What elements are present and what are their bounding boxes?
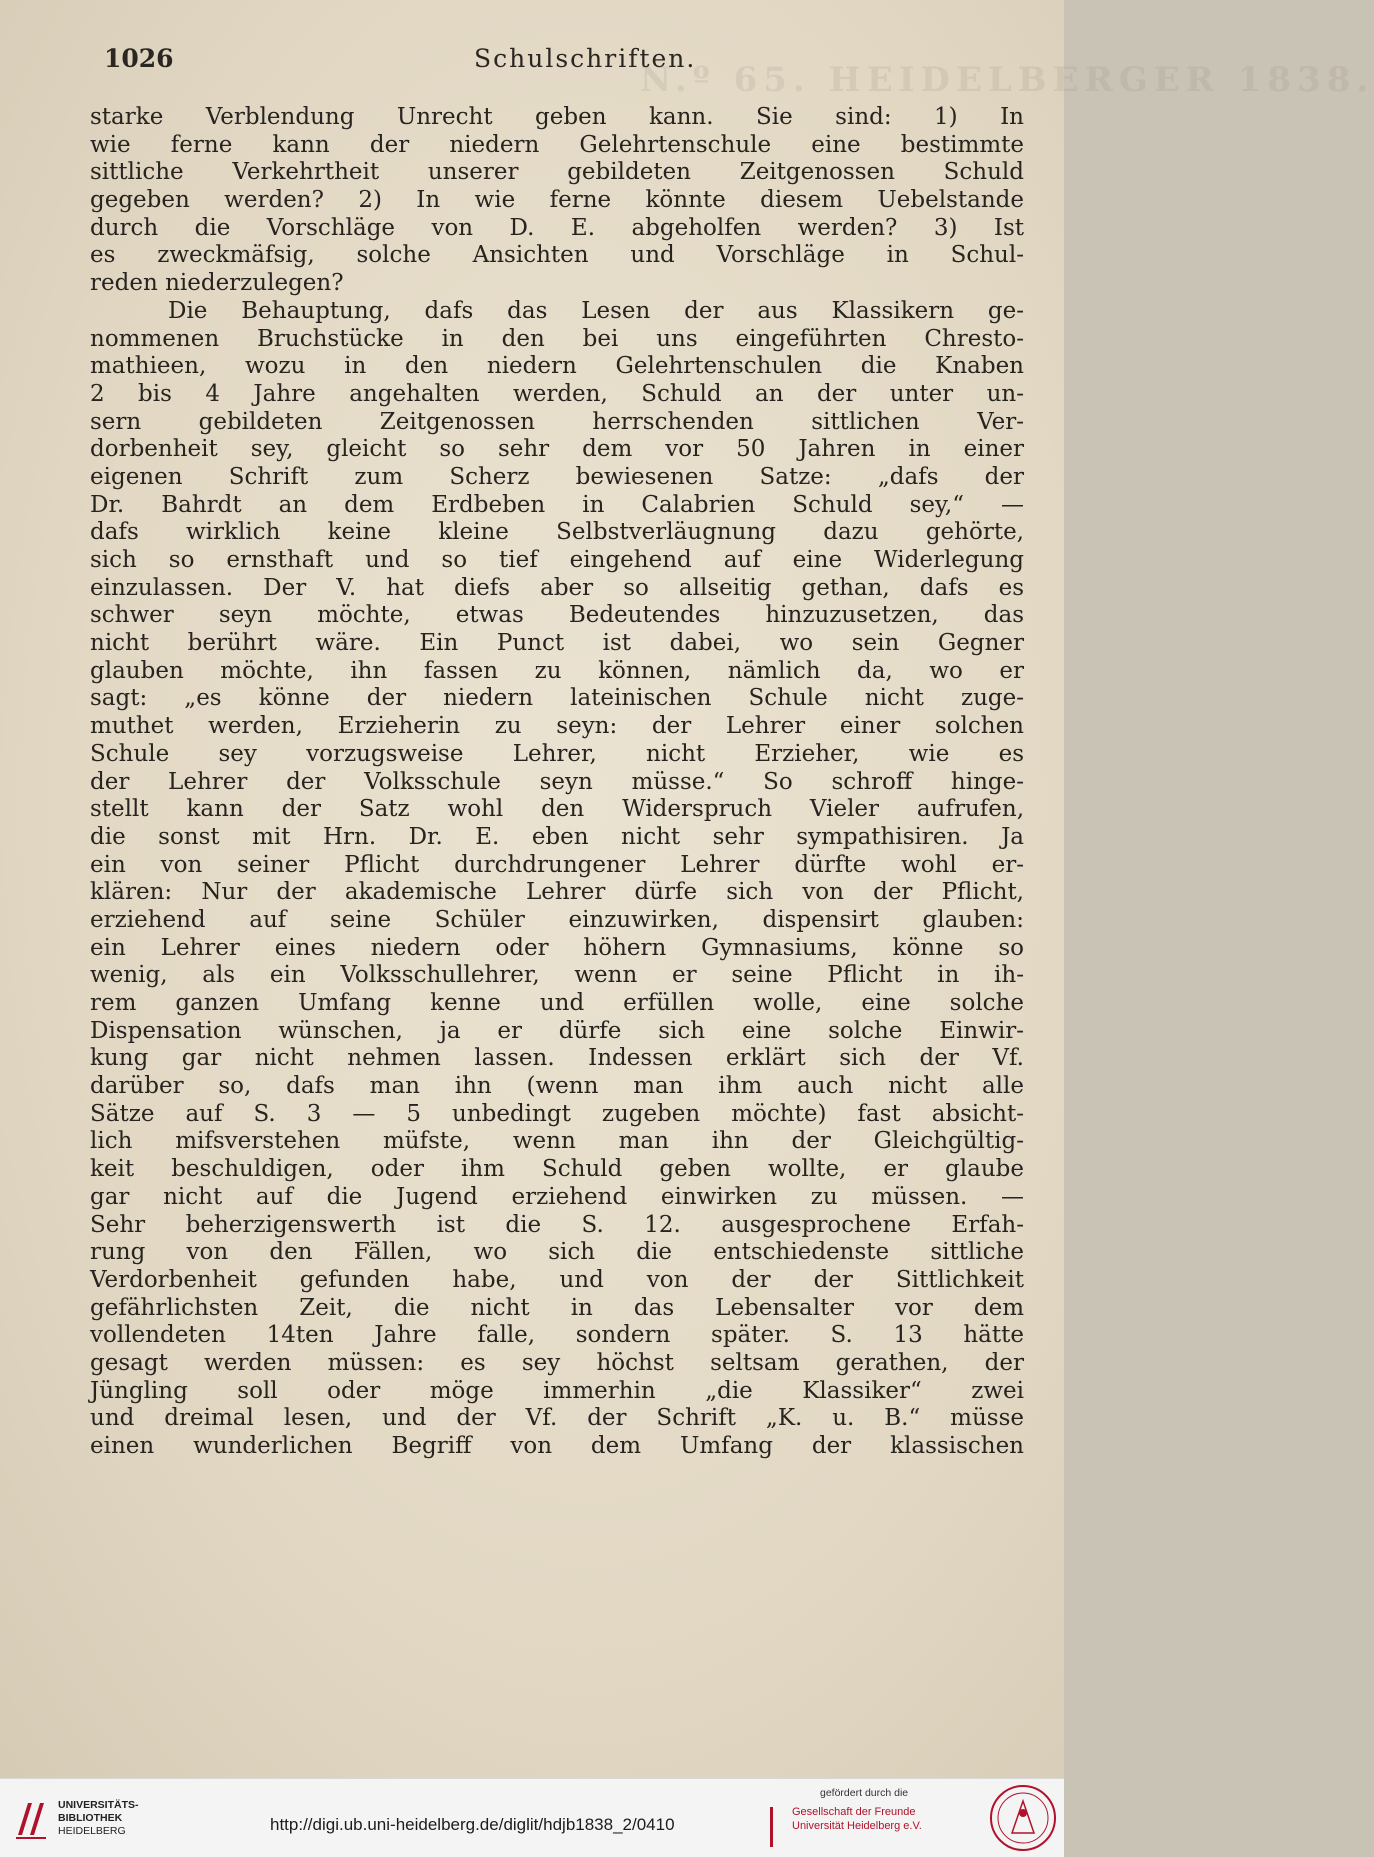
text-line: durch die Vorschläge von D. E. abgeholfen werden? 3) Ist (90, 214, 1024, 241)
text-line: reden niederzulegen? (90, 270, 344, 297)
university-seal-icon (988, 1783, 1058, 1853)
text-line: lich mifsverstehen müfste, wenn man ihn der Gleichgültig- (90, 1128, 1024, 1155)
text-line: vollendeten 14ten Jahre falle, sondern später. S. 13 hätte (90, 1322, 1024, 1349)
text-line: keit beschuldigen, oder ihm Schuld geben wollte, er glaube (90, 1156, 1024, 1183)
text-line: die sonst mit Hrn. Dr. E. eben nicht sehr sympathisiren. Ja (90, 823, 1024, 850)
text-line: rem ganzen Umfang kenne und erfüllen wolle, eine solche (90, 990, 1024, 1016)
text-line: mathieen, wozu in den niedern Gelehrtenschulen die Knaben (90, 353, 1024, 380)
text-line: gegeben werden? 2) In wie ferne könnte diesem Uebelstande (90, 187, 1024, 214)
text-line: muthet werden, Erzieherin zu seyn: der Lehrer einer solchen (90, 713, 1024, 740)
text-line: gefährlichsten Zeit, die nicht in das Lebensalter vor dem (90, 1294, 1024, 1321)
text-line: sern gebildeten Zeitgenossen herrschenden sittlichen Ver- (90, 408, 1024, 435)
text-line: ein Lehrer eines niedern oder höhern Gymnasiums, könne so (90, 934, 1024, 961)
text-line: erziehend auf seine Schüler einzuwirken, dispensirt glauben: (90, 906, 1024, 933)
text-line: klären: Nur der akademische Lehrer dürfe sich von der Pflicht, (90, 879, 1024, 906)
page-number: 1026 (104, 44, 174, 73)
text-line: einzulassen. Der V. hat diefs aber so allseitig gethan, dafs es (90, 574, 1024, 601)
society-name: Gesellschaft der Freunde Universität Heidelberg e.V. (792, 1806, 922, 1832)
text-line: ein von seiner Pflicht durchdrungener Lehrer dürfte wohl er- (90, 851, 1024, 878)
library-logo-icon (14, 1797, 50, 1841)
text-line: sagt: „es könne der niedern lateinischen Schule nicht zuge- (90, 685, 1024, 712)
bleed-through-text: N.º 65. HEIDELBERGER 1838. (640, 60, 1374, 100)
text-line: darüber so, dafs man ihn (wenn man ihm auch nicht alle (90, 1073, 1024, 1100)
digitization-footer (0, 1778, 1064, 1857)
text-line: wie ferne kann der niedern Gelehrtenschule eine bestimmte (90, 131, 1024, 158)
body-text (90, 104, 1024, 1461)
text-line: gar nicht auf die Jugend erziehend einwirken zu müssen. — (90, 1183, 1024, 1210)
text-line: dafs wirklich keine kleine Selbstverläugnung dazu gehörte, (90, 519, 1024, 546)
text-line: eigenen Schrift zum Scherz bewiesenen Satze: „dafs der (90, 463, 1024, 490)
text-line: Dispensation wünschen, ja er dürfe sich eine solche Einwir- (90, 1017, 1024, 1044)
page-header (104, 44, 1024, 84)
text-line: schwer seyn möchte, etwas Bedeutendes hinzuzusetzen, das (90, 602, 1024, 629)
text-line: sittliche Verkehrtheit unserer gebildeten Zeitgenossen Schuld (90, 159, 1024, 186)
text-line: wenig, als ein Volksschullehrer, wenn er seine Pflicht in ih- (90, 962, 1024, 989)
text-line: Sehr beherzigenswerth ist die S. 12. ausgesprochene Erfah- (90, 1211, 1024, 1238)
text-line: stellt kann der Satz wohl den Widerspruch Vieler aufrufen, (90, 796, 1024, 823)
permalink[interactable]: http://digi.ub.uni-heidelberg.de/diglit/hdjb1838_2/0410 (270, 1815, 675, 1834)
text-line: 2 bis 4 Jahre angehalten werden, Schuld an der unter un- (90, 380, 1024, 407)
text-line: dorbenheit sey, gleicht so sehr dem vor 50 Jahren in einer (90, 436, 1024, 463)
text-line: Jüngling soll oder möge immerhin „die Klassiker“ zwei (90, 1377, 1024, 1404)
text-line: nicht berührt wäre. Ein Punct ist dabei, wo sein Gegner (90, 630, 1024, 657)
text-line: Sätze auf S. 3 — 5 unbedingt zugeben möchte) fast absicht- (90, 1100, 1024, 1127)
text-line: Verdorbenheit gefunden habe, und von der der Sittlichkeit (90, 1266, 1024, 1293)
running-head: Schulschriften. (474, 44, 697, 73)
text-line: sich so ernsthaft und so tief eingehend auf eine Widerlegung (90, 547, 1024, 573)
text-line: es zweckmäfsig, solche Ansichten und Vorschläge in Schul- (90, 242, 1024, 269)
text-line: Die Behauptung, dafs das Lesen der aus Klassikern ge- (168, 297, 1024, 324)
text-line: kung gar nicht nehmen lassen. Indessen erklärt sich der Vf. (90, 1045, 1024, 1072)
funded-by-label: gefördert durch die (820, 1787, 909, 1799)
text-line: glauben möchte, ihn fassen zu können, nämlich da, wo er (90, 657, 1024, 684)
text-line: gesagt werden müssen: es sey höchst seltsam gerathen, der (90, 1349, 1024, 1376)
text-line: der Lehrer der Volksschule seyn müsse.“ So schroff hinge- (90, 768, 1024, 795)
text-line: Dr. Bahrdt an dem Erdbeben in Calabrien Schuld sey,“ — (90, 491, 1024, 518)
text-line: rung von den Fällen, wo sich die entschiedenste sittliche (90, 1239, 1024, 1266)
text-line: Schule sey vorzugsweise Lehrer, nicht Erzieher, wie es (90, 740, 1024, 767)
text-line: und dreimal lesen, und der Vf. der Schrift „K. u. B.“ müsse (90, 1405, 1024, 1432)
text-line: nommenen Bruchstücke in den bei uns eingeführten Chresto- (90, 325, 1024, 352)
society-logo-icon (770, 1807, 779, 1847)
text-line: einen wunderlichen Begriff von dem Umfang der klassischen (90, 1433, 1024, 1459)
text-line: starke Verblendung Unrecht geben kann. Sie sind: 1) In (90, 104, 1024, 130)
library-name: UNIVERSITÄTS- BIBLIOTHEK HEIDELBERG (58, 1799, 139, 1837)
